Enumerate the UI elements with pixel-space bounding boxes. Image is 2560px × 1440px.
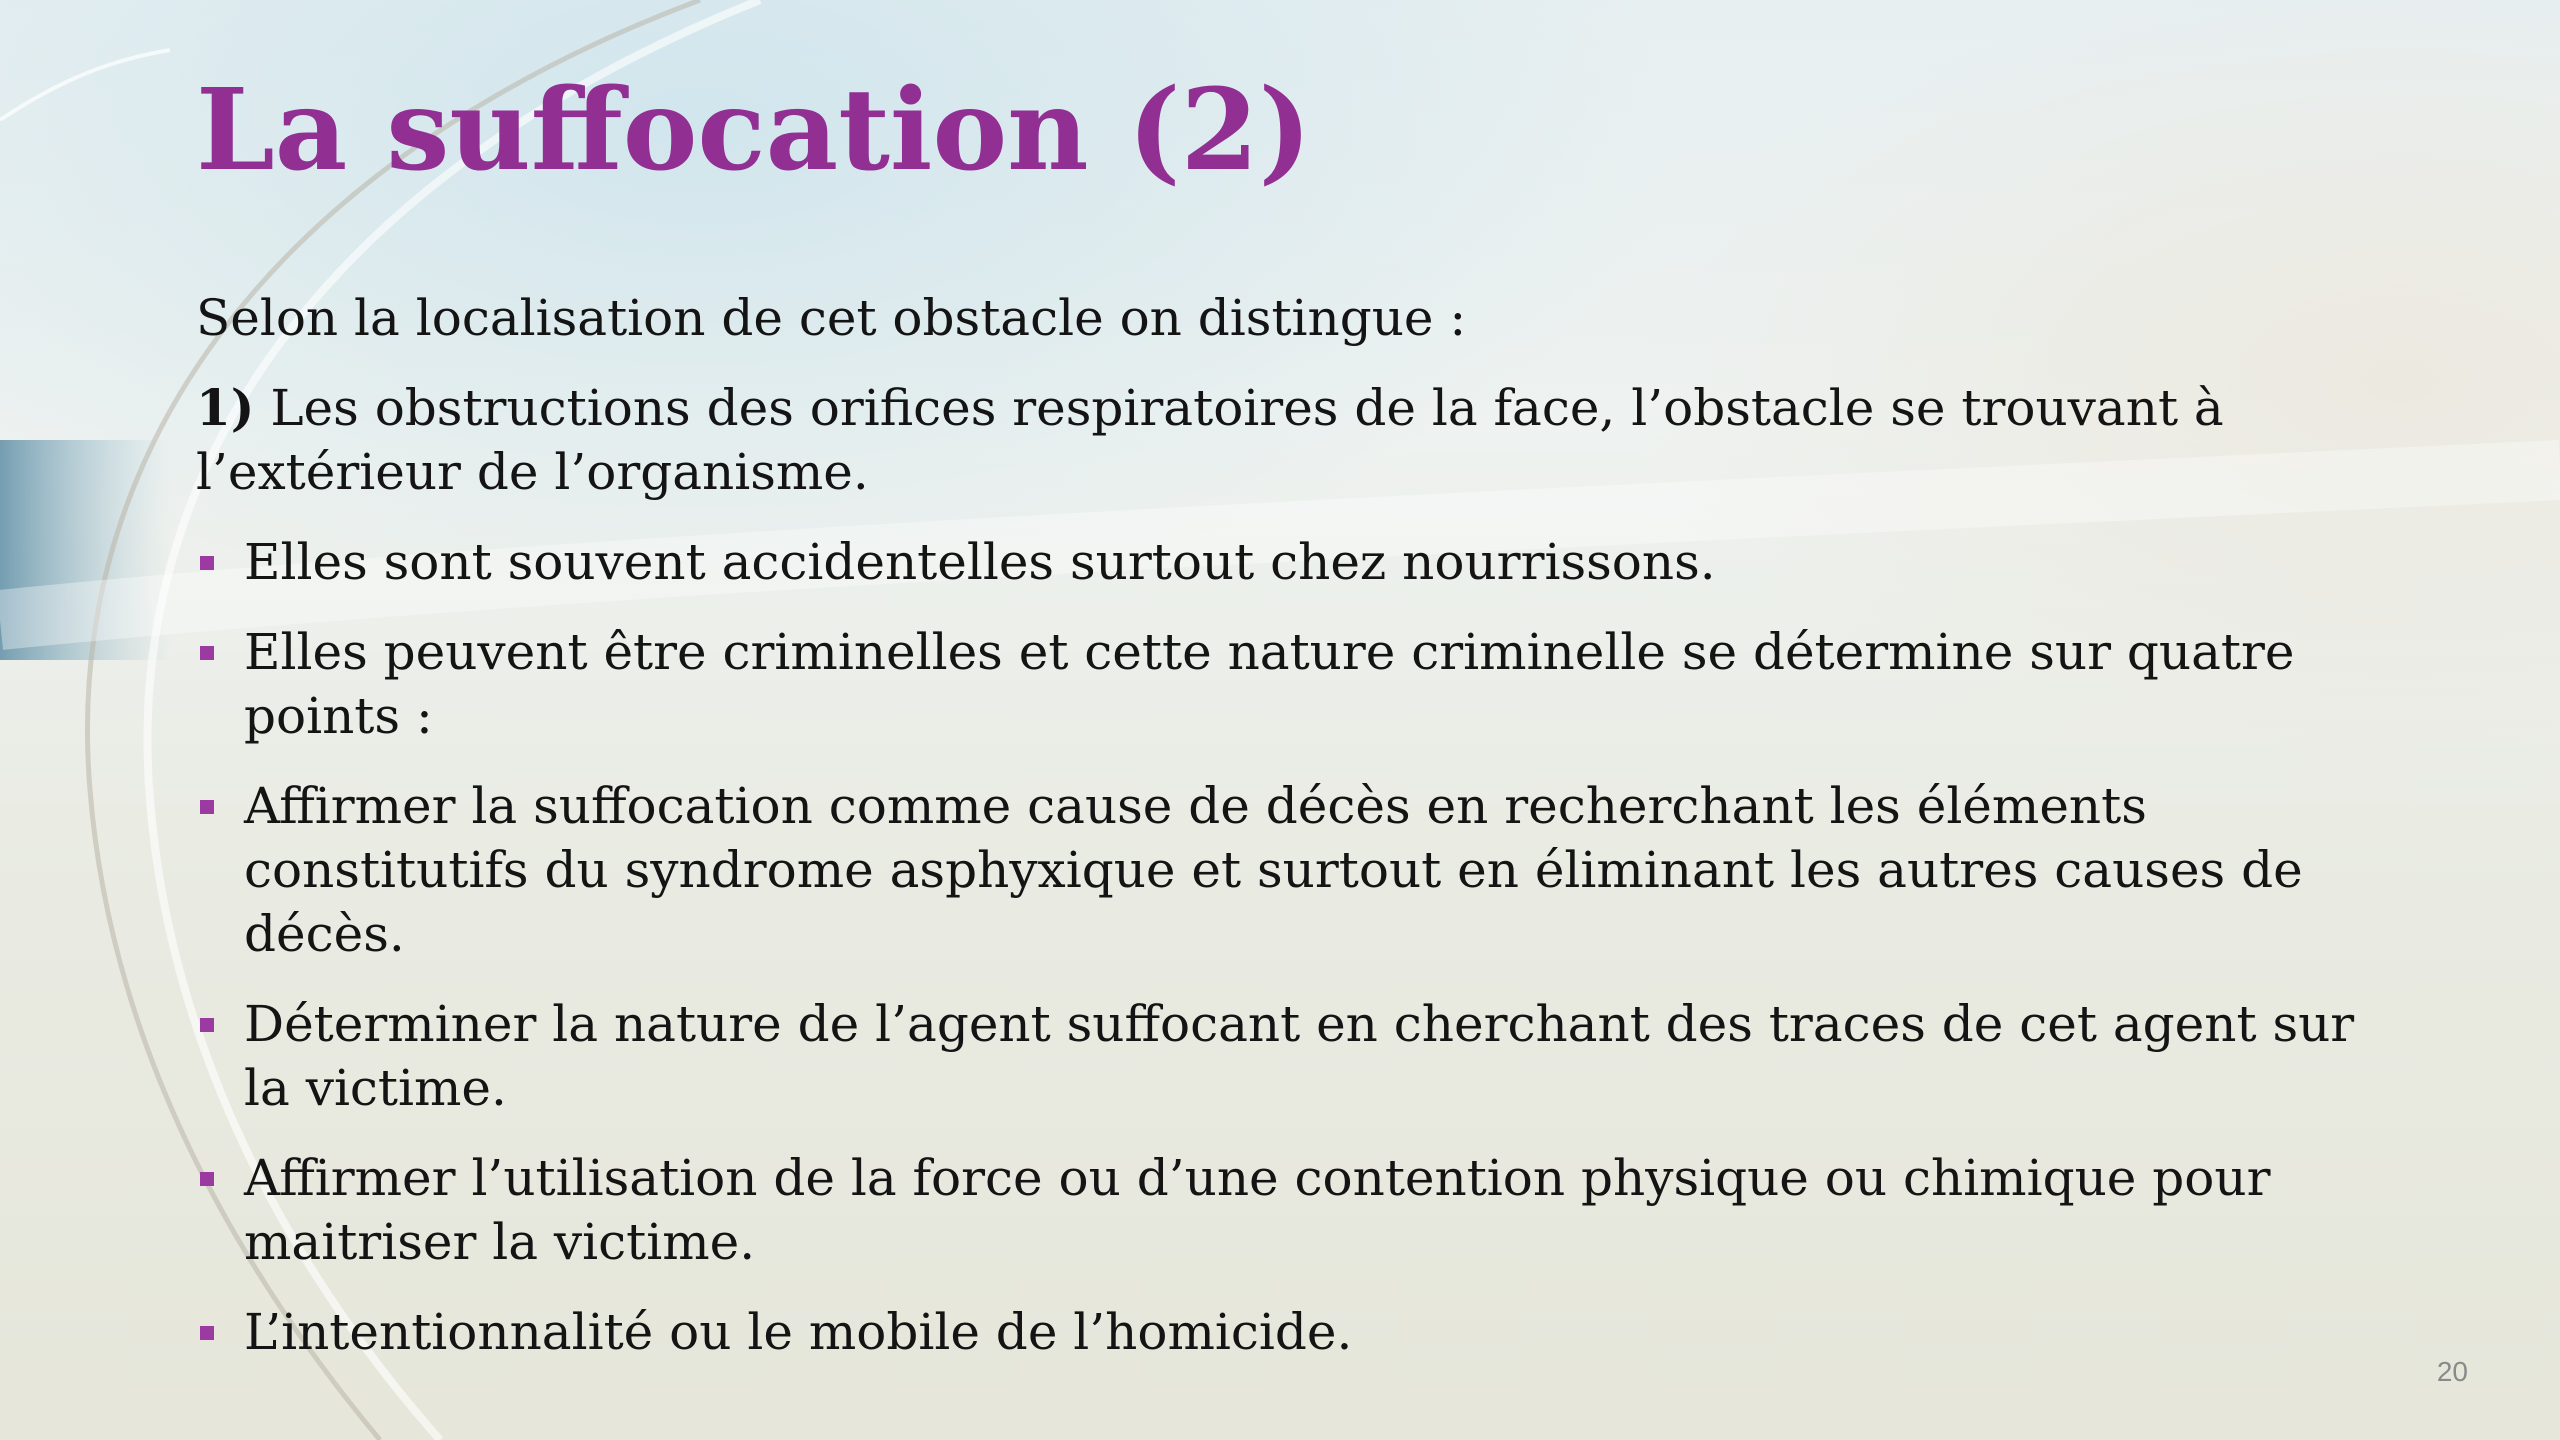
bullet-text: Elles sont souvent accidentelles surtout chez nourrissons.: [244, 533, 1716, 591]
square-bullet-icon: [200, 646, 214, 660]
square-bullet-icon: [200, 800, 214, 814]
bullet-item: [196, 992, 2396, 1120]
item-text: Les obstructions des orifices respiratoires de la face, l’obstacle se trouvant à l’extérieur de l’organisme.: [196, 379, 2224, 501]
square-bullet-icon: [200, 1018, 214, 1032]
bullet-item: [196, 530, 2396, 594]
bullet-item: [196, 774, 2396, 966]
page-number: 20: [2436, 1356, 2468, 1387]
bullet-item: [196, 1146, 2396, 1274]
item-number: 1): [196, 378, 255, 437]
bullet-text: Affirmer la suffocation comme cause de décès en recherchant les éléments constitutifs du syndrome asphyxique et surtout en éliminant les autres causes de décès.: [244, 777, 2303, 963]
slide-body: [196, 286, 2396, 1390]
bullet-text: Elles peuvent être criminelles et cette nature criminelle se détermine sur quatre points :: [244, 623, 2295, 745]
square-bullet-icon: [200, 556, 214, 570]
slide-title: La suffocation (2): [196, 65, 1312, 196]
bullet-text: Affirmer l’utilisation de la force ou d’une contention physique ou chimique pour maitriser la victime.: [244, 1149, 2271, 1271]
numbered-item: [196, 376, 2396, 504]
bullet-list: [196, 530, 2396, 1364]
bullet-text: L’intentionnalité ou le mobile de l’homicide.: [244, 1303, 1353, 1361]
bullet-text: Déterminer la nature de l’agent suffocant en cherchant des traces de cet agent sur la victime.: [244, 995, 2355, 1117]
bullet-item: [196, 620, 2396, 748]
square-bullet-icon: [200, 1172, 214, 1186]
intro-text: Selon la localisation de cet obstacle on distingue :: [196, 289, 1467, 347]
bullet-item: [196, 1300, 2396, 1364]
square-bullet-icon: [200, 1326, 214, 1340]
